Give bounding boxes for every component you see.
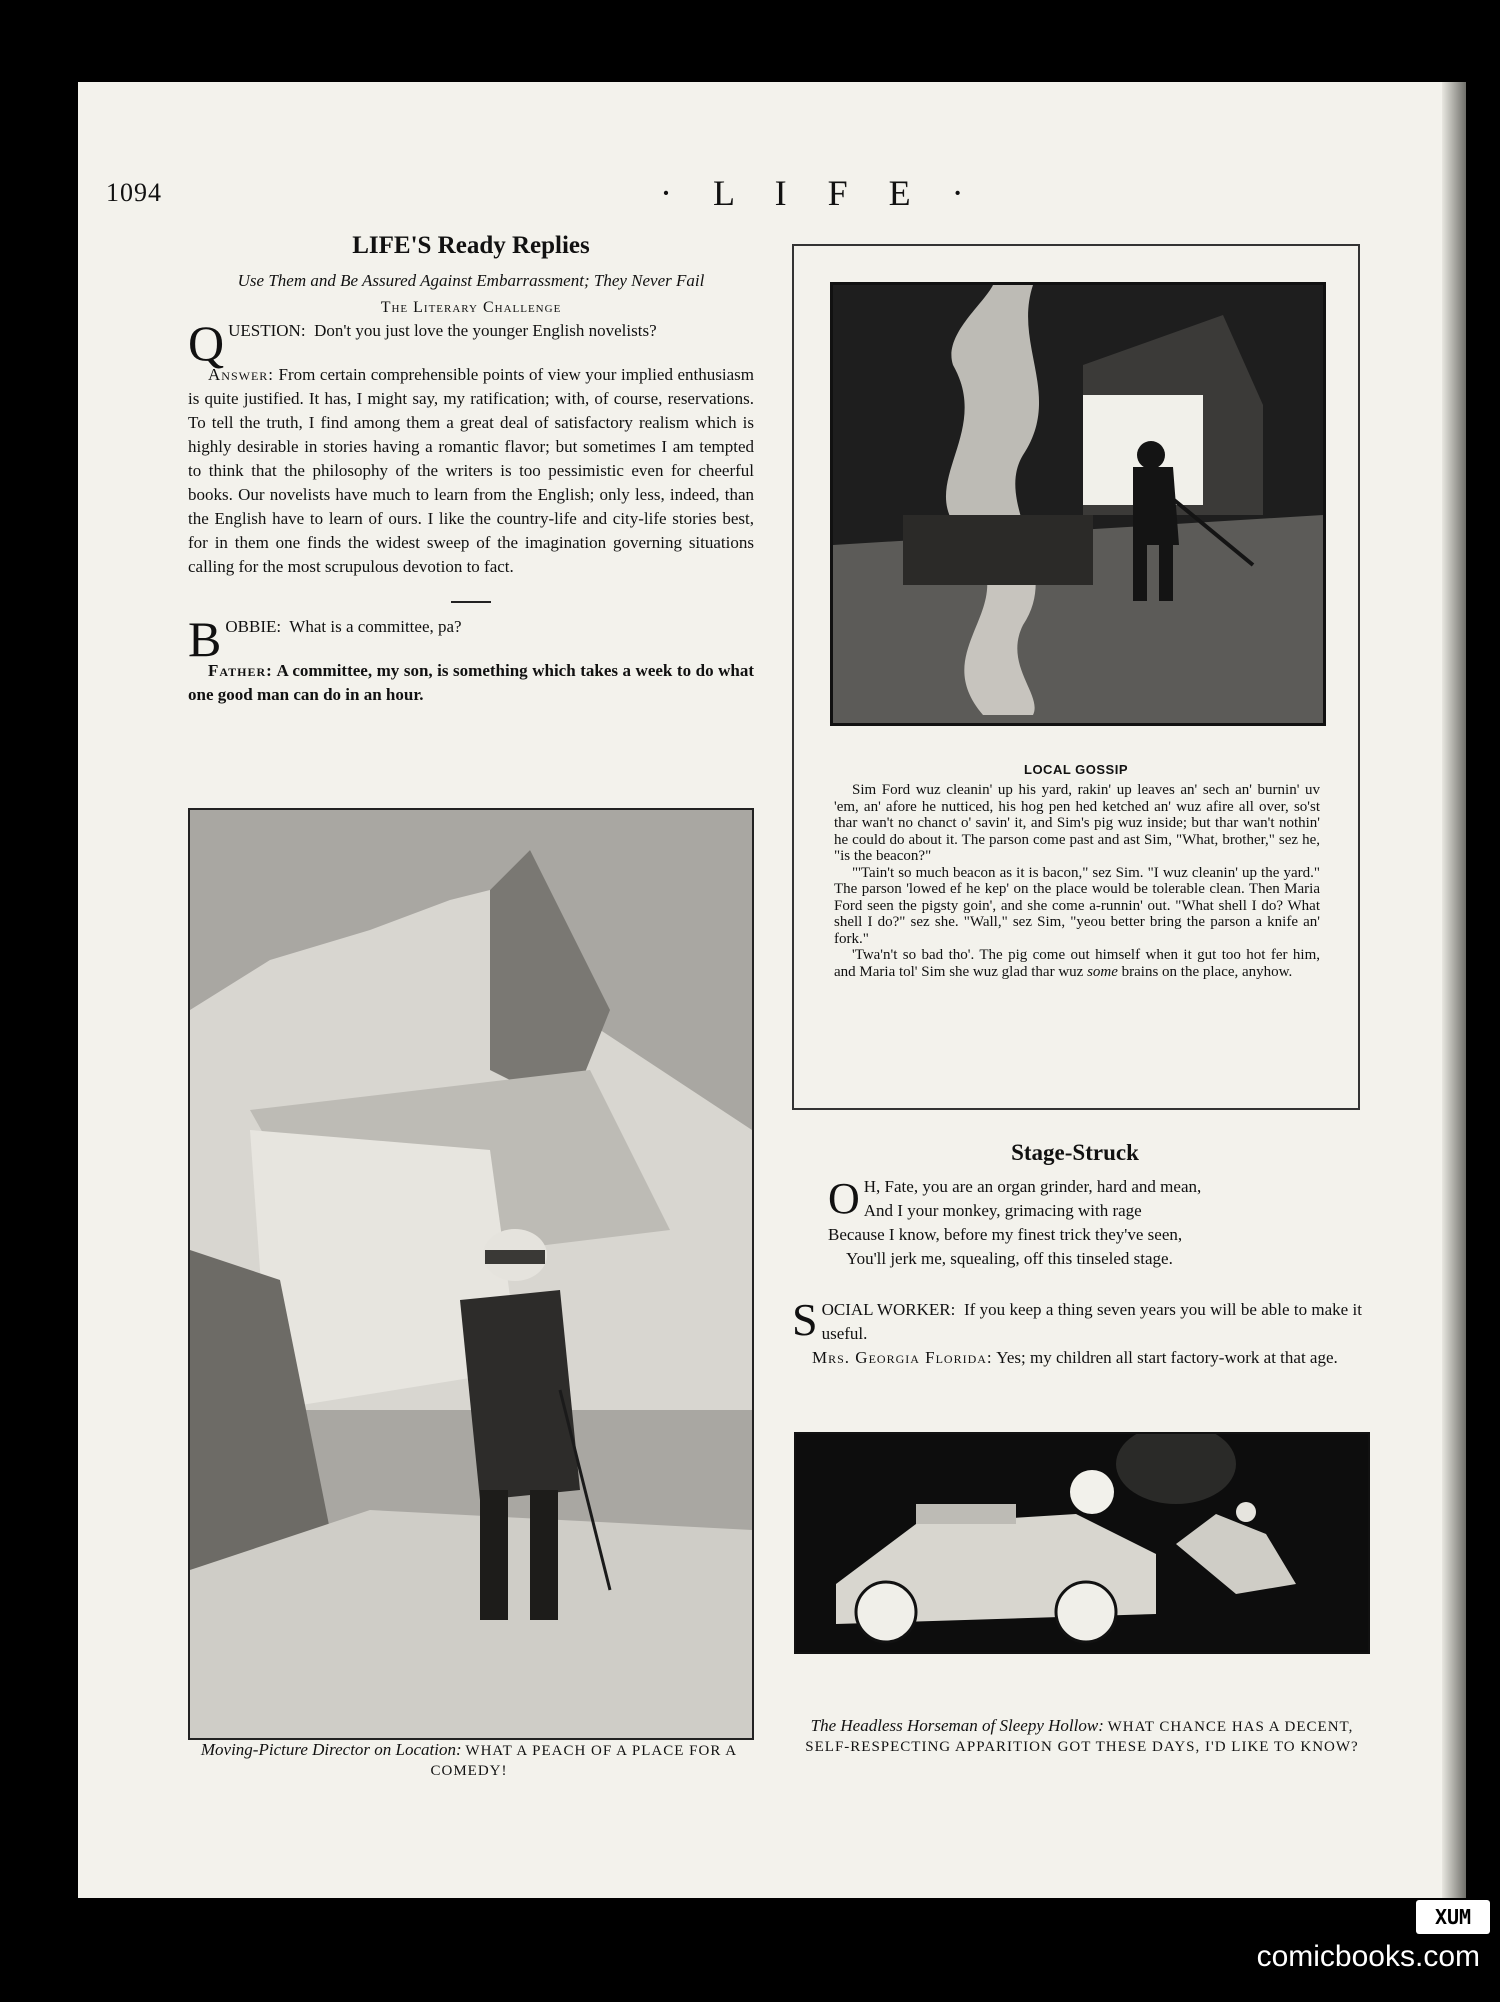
gossip-text [834, 782, 1320, 980]
father-paragraph [188, 659, 754, 707]
drop-cap: S [792, 1294, 818, 1345]
director-illustration [188, 808, 754, 1740]
gossip-paragraph [834, 947, 1320, 980]
social-worker-joke [792, 1294, 1362, 1370]
question-label: UESTION: [228, 321, 306, 340]
gossip-paragraph: Sim Ford wuz cleanin' up his yard, rakin' up leaves an' sech an' burnin' uv 'em, an' afore he nutticed, his hog pen hed ketched an' wuz afire all over, so'st thar wan't no chanct o' savin' it, and Sim's pig wuz inside; but thar wan't nothin' he could do about it. The parson come past and ast Sim, "What, brother," sez he, "is the beacon?" [834, 782, 1320, 864]
drop-cap: Q [188, 315, 225, 371]
burning-pigsty-illustration [830, 282, 1326, 726]
answer-label: Answer: [208, 365, 274, 384]
social-label: OCIAL WORKER: [821, 1300, 956, 1319]
article-title: LIFE'S Ready Replies [352, 232, 590, 259]
drop-cap: O [828, 1174, 860, 1223]
ready-replies-article [188, 232, 754, 707]
drop-cap: B [188, 611, 222, 667]
question-text: Don't you just love the younger English novelists? [314, 321, 657, 340]
horseman-caption [796, 1716, 1368, 1757]
poem-line: And I your monkey, grimacing with rage [863, 1201, 1142, 1220]
headless-horseman-illustration [794, 1432, 1370, 1654]
section-heading: The Literary Challenge [380, 299, 562, 316]
xum-stamp: XUM [1416, 1900, 1490, 1934]
father-answer: A committee, my son, is something which takes a week to do what one good man can do in an hour. [188, 661, 755, 704]
gossip-emphasis: some [1087, 963, 1118, 980]
page-edge-shadow [1442, 82, 1466, 1898]
gossip-title: LOCAL GOSSIP [1024, 762, 1128, 777]
question-paragraph [188, 315, 754, 371]
director-caption [188, 1740, 750, 1781]
caption-smallcaps: WHAT A PEACH OF A PLACE FOR A COMEDY! [430, 1743, 738, 1779]
bobbie-paragraph [188, 611, 754, 667]
page-number: 1094 [106, 178, 162, 207]
local-gossip-box [792, 244, 1360, 1110]
bobbie-question: What is a committee, pa? [289, 617, 462, 636]
poem-line: You'll jerk me, squealing, off this tinseled stage. [846, 1249, 1173, 1268]
caption-italic: Moving-Picture Director on Location: [200, 1740, 462, 1759]
poem-line: H, Fate, you are an organ grinder, hard and mean, [863, 1177, 1202, 1196]
social-text: If you keep a thing seven years you will be able to make it useful. [821, 1300, 1362, 1343]
reply-text: Yes; my children all start factory-work at that age. [996, 1348, 1338, 1367]
father-label: Father: [208, 661, 273, 680]
answer-text: From certain comprehensible points of view your implied enthusiasm is quite justified. It has, I might say, my ratification; with, of course, reservations. To tell the truth, I find among them a great deal of satisfactory realism which is highly desirable in stories having a romantic flavor; but sometimes I am tempted to think that the philosophy of the writers is too pessimistic even for cheerful books. Our novelists have much to learn from the English; only less, indeed, than the English have to learn of ours. I like the country-life and city-life stories best, for in them one finds the widest sweep of the imagination governing situations calling for the most scrupulous devotion to fact. [188, 365, 754, 576]
social-question [792, 1294, 1362, 1346]
poem-title: Stage-Struck [1011, 1140, 1139, 1165]
reply-label: Mrs. Georgia Florida: [812, 1348, 993, 1367]
site-watermark: comicbooks.com [1256, 1940, 1480, 1973]
article-subtitle: Use Them and Be Assured Against Embarrassment; They Never Fail [237, 271, 705, 290]
gossip-text-part: brains on the place, anyhow. [1117, 963, 1293, 980]
poem-body [828, 1175, 1348, 1271]
answer-paragraph [188, 363, 754, 579]
bobbie-label: OBBIE: [225, 617, 282, 636]
divider [451, 601, 491, 603]
caption-smallcaps: WHAT CHANCE HAS A DECENT, SELF-RESPECTING APPARITION GOT THESE DAYS, I'D LIKE TO KNOW? [805, 1719, 1359, 1755]
poem-line: Because I know, before my finest trick they've seen, [828, 1225, 1183, 1244]
gossip-paragraph: "'Tain't so much beacon as it is bacon," sez Sim. "I wuz cleanin' up the yard." The parson 'lowed ef he kep' on the place would be tolerable clean. Then Maria Ford seen the pigsty goin', and she come a-runnin' out. "What shell I do? What shell I do?" sez she. "Wall," sez Sim, "yeou better bring the parson a knife an' fork." [834, 864, 1320, 947]
magazine-title: · L I F E · [660, 173, 980, 213]
social-reply [792, 1346, 1362, 1370]
caption-italic: The Headless Horseman of Sleepy Hollow: [810, 1716, 1104, 1735]
gossip-text-part: 'Twa'n't so bad tho'. The pig come out himself when it gut too hot fer him, and Maria tol' Sim she wuz glad thar wuz [834, 947, 1320, 980]
